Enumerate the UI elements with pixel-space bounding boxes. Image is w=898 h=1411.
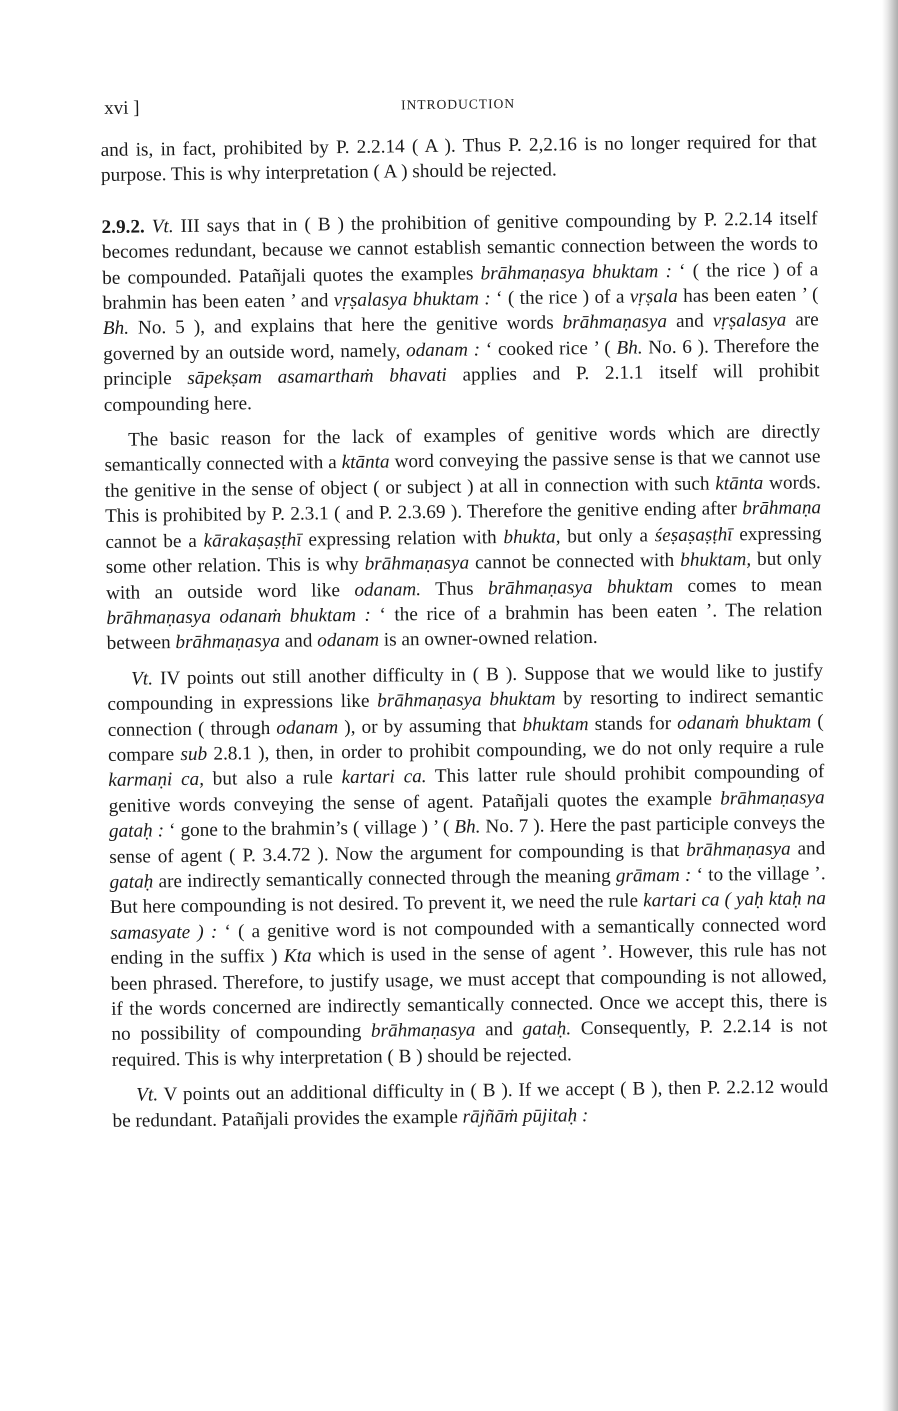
text-run: stands for [588,712,678,735]
text-run: cannot be connected with [468,550,681,574]
italic-term: rājñāṁ pūjitaḥ : [462,1104,589,1128]
text-run: ( compare [107,710,824,766]
italic-term: brāhmaṇasya gataḥ : [108,786,825,843]
italic-term: Bh. [102,318,130,340]
text-run: ‘ the rice of a brahmin has been eaten ’. The relation between [106,599,823,655]
text-run: and [475,1019,523,1041]
text-run: and [279,630,318,653]
text-run: are indirectly semantically connected through the meaning [153,865,616,893]
italic-term: ktānta [715,472,764,495]
italic-term: karmaṇi ca, [108,769,205,792]
text-run: cannot be a [105,530,204,553]
text-run: No. 6 ). Therefore the principle [103,335,820,391]
italic-term: brāhmaṇasya [175,631,281,654]
text-run: has been eaten ’ ( [677,284,819,307]
italic-term: Kta [283,945,312,968]
italic-term: brāhmaṇasya [562,311,668,334]
italic-term: vṛṣalasya [712,310,787,332]
book-page [100,87,829,1144]
italic-term: sub [180,743,208,766]
italic-term: Bh. [454,816,481,838]
text-run: but only a [560,524,655,548]
text-run: and [790,837,826,860]
italic-term: brāhmaṇasya [686,838,791,861]
running-title: INTRODUCTION [401,95,516,113]
text-run: ‘ ( the rice ) of a [490,286,630,310]
italic-term: odanam. [354,578,422,601]
paragraph-vt-iv [107,658,828,1073]
page-edge-shadow [882,0,898,1411]
italic-term: kartari ca. [341,766,427,789]
text-run: and [666,310,713,333]
text-run: The basic reason for the lack of examples of genitive words which are directly semantically connected with a [104,421,821,477]
italic-term: Bh. [616,337,643,359]
italic-term: odanaṁ bhuktam [677,710,812,734]
text-run: Thus [420,577,489,600]
italic-term: brāhmaṇasya odanaṁ bhuktam : [106,604,371,629]
page-header [100,87,816,124]
paragraph-continued [101,129,818,189]
italic-term: brāhmaṇasya bhuktam [377,688,556,712]
italic-term: brāhmaṇa [742,497,822,520]
italic-term: gataḥ. [522,1018,572,1041]
italic-term: brāhmaṇasya bhuktam [487,575,674,599]
text-run: ‘ ( the rice ) of a brahmin has been eaten ’ and [102,258,819,315]
text-run: but only with an outside word like [105,548,822,604]
italic-term: vṛṣalasya bhuktam : [333,288,491,312]
text-run: No. 7 ). Here the past participle conveys the sense of agent ( P. 3.4.72 ). Now the argument for compounding is that [109,812,826,868]
text-run: ‘ gone to the brahmin’s ( village ) ’ ( [163,816,455,842]
italic-term: bhuktam [522,713,589,736]
text-run: Consequently, P. 2.2.14 is not required. This is why interpretation ( B ) should be rejected. [111,1015,828,1071]
italic-term: ktānta [341,451,390,474]
paragraph-vt-v [112,1074,829,1134]
text-run: ‘ cooked rice ’ ( [479,337,617,361]
text-run: 2.8.1 ), then, in order to prohibit compounding, we do not only require a rule [206,736,825,765]
text-run: expressing relation with [301,526,504,551]
text-run: ‘ to the village ’. But here compounding is not desired. To prevent it, we need the rule [109,863,826,919]
text-run: is an owner-owned relation. [378,627,598,651]
italic-term: grāmam : [615,864,692,887]
text-run: words. This is prohibited by P. 2.3.1 ( and P. 2.3.69 ). Therefore the genitive ending after [105,472,821,528]
italic-term: vṛṣala [629,285,678,308]
italic-term: sāpekṣam asamarthaṁ bhavati [187,365,447,390]
italic-term: kartari ca ( yaḥ ktaḥ na samasyate ) : [110,888,826,944]
paragraph-basic-reason [104,419,823,656]
italic-term: kārakaṣaṣṭhī [203,529,302,552]
italic-term: Vt. [151,215,174,238]
italic-term: bhuktam, [680,549,752,572]
italic-term: brāhmaṇasya [370,1019,476,1043]
text-run: III says that in ( B ) the prohibition of genitive compounding by P. 2.2.14 itself becomes redundant, because we cannot establish semantic connection between the words to be compounded. Patañjali quotes the examples [101,208,818,289]
section-number: 2.9.2. [101,216,145,238]
text-run: but also a rule [203,767,342,791]
text-run: ‘ ( a genitive word is not compounded with a semantically connected word ending in the suffix ) [110,913,827,970]
italic-term: śeṣaṣaṣṭhī [654,523,733,546]
text-run: comes to mean [672,573,823,597]
italic-term: odanam [276,716,339,739]
text-run: This latter rule should prohibit compounding of genitive words conveying the sense of agent. Patañjali quotes the example [108,761,825,817]
text-run: IV points out still another difficulty in ( B ). Suppose that we would like to justify compounding in expressions like [107,659,824,716]
italic-term: odanam [317,629,380,652]
text-run: No. 5 ), and explains that here the genitive words [128,312,563,340]
italic-term: Vt. [130,668,154,690]
text-run: word conveying the passive sense is that we cannot use the genitive in the sense of object ( or subject ) at all in connection with such [104,446,821,502]
italic-term: brāhmaṇasya bhuktam : [480,260,673,284]
italic-term: brāhmaṇasya [364,552,470,575]
italic-term: bhukta, [503,526,561,548]
text-run: ), or by assuming that [338,714,523,738]
text-run: are governed by an outside word, namely, [103,309,819,365]
italic-term: gataḥ [109,871,154,893]
italic-term: Vt. [136,1084,159,1106]
text-run: V points out an additional difficulty in ( B ). If we accept ( B ), then P. 2.2.12 would be redundant. Patañjali provides the example [112,1076,829,1132]
text-run: applies and P. 2.1.1 itself will prohibit compounding here. [103,360,820,416]
text-run: expressing some other relation. This is why [105,522,822,579]
italic-term: odanam : [405,339,481,362]
page-number: xvi ] [104,97,140,119]
text-run: and is, in fact, prohibited by P. 2.2.14 ( A ). Thus P. 2,2.16 is no longer required for that purpose. This is why interpretation ( A ) should be rejected. [100,131,817,187]
text-run: by resorting to indirect semantic connection ( through [107,685,824,741]
text-run: which is used in the sense of agent ’. However, this rule has not been phrased. Therefore, to justify usage, we must accept that compounding is not allowed, if the words concerned are indirectly semantically connected. Once we accept this, there is no possibility of compounding [110,939,828,1046]
section-2-9-2-paragraph [101,206,819,418]
